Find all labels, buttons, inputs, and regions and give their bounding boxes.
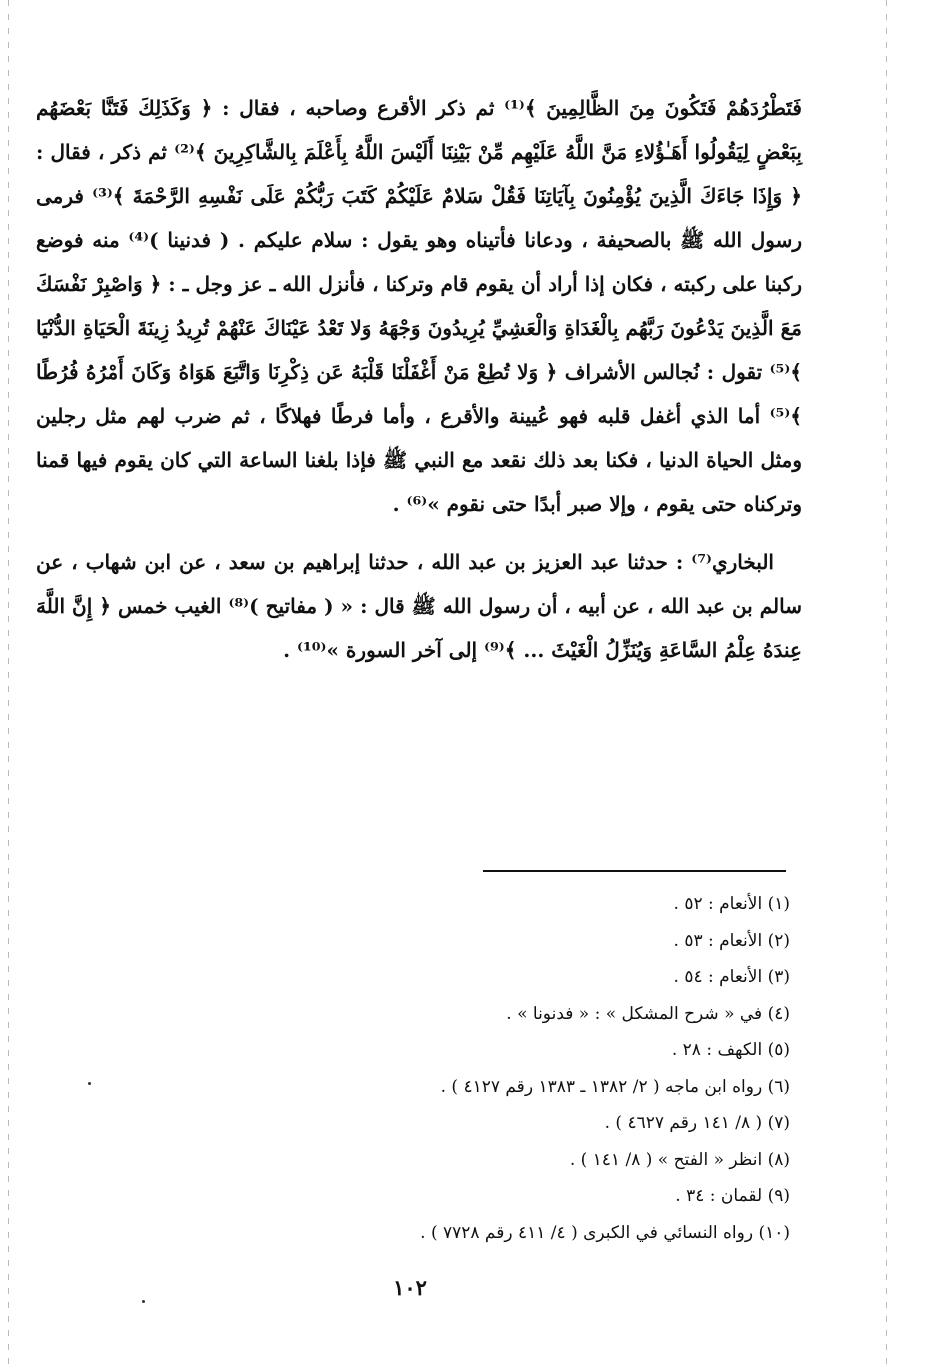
paragraph-hadith-continuation: فَتَطْرُدَهُمْ فَتَكُونَ مِنَ الظَّالِمِينَ ﴾⁽¹⁾ ثم ذكر الأقرع وصاحبه ، فقال : ﴿ وَكَذَلِكَ فَتَنَّا بَعْضَهُم بِبَعْضٍ لِيَقُولُوا أَهَـٰؤُلاءِ مَنَّ اللَّهُ عَلَيْهِم مِّنْ بَيْنِنَا أَلَيْسَ اللَّهُ بِأَعْلَمَ بِالشَّاكِرِينَ ﴾⁽²⁾ ثم ذكر ، فقال : ﴿ وَإِذَا جَاءَكَ الَّذِينَ يُؤْمِنُونَ بِآيَاتِنَا فَقُلْ سَلامٌ عَلَيْكُمْ كَتَبَ رَبُّكُمْ عَلَى نَفْسِهِ الرَّحْمَةَ ﴾⁽³⁾ فرمى رسول الله ﷺ بالصحيفة ، ودعانا فأتيناه وهو يقول : سلام عليكم . ( فدنينا )⁽⁴⁾ منه فوضع ركبنا على ركبته ، فكان إذا أراد أن يقوم قام وتركنا ، فأنزل الله ـ عز وجل ـ : ﴿ وَاصْبِرْ نَفْسَكَ مَعَ الَّذِينَ يَدْعُونَ رَبَّهُم بِالْغَدَاةِ وَالْعَشِيِّ يُرِيدُونَ وَجْهَهُ وَلا تَعْدُ عَيْنَاكَ عَنْهُمْ تُرِيدُ زِينَةَ الْحَيَاةِ الدُّنْيَا ﴾⁽⁵⁾ تقول : نُجالس الأشراف ﴿ وَلا تُطِعْ مَنْ أَغْفَلْنَا قَلْبَهُ عَن ذِكْرِنَا وَاتَّبَعَ هَوَاهُ وَكَانَ أَمْرُهُ فُرُطًا ﴾⁽⁵⁾ أما الذي أغفل قلبه فهو عُيينة والأقرع ، وأما فرطًا فهلاكًا ، ثم ضرب لهم مثل رجلين ومثل الحياة الدنيا ، فكنا بعد ذلك نقعد مع النبي ﷺ فإذا بلغنا الساعة التي كان يقوم فيها قمنا وتركناه حتى يقوم ، وإلا صبر أبدًا حتى نقوم »⁽⁶⁾ . xyxy=(36,96,803,516)
footnotes xyxy=(200,886,790,1251)
footnote-5: (٥) الكهف : ٢٨ . xyxy=(671,1040,790,1060)
footnote-1: (١) الأنعام : ٥٢ . xyxy=(673,894,790,914)
scan-speck xyxy=(142,1300,145,1303)
footnote-6: (٦) رواه ابن ماجه ( ٢/ ١٣٨٢ ـ ١٣٨٣ رقم ٤١٢٧ ) . xyxy=(440,1076,790,1097)
scan-speck xyxy=(88,1082,91,1085)
footnote-3: (٣) الأنعام : ٥٤ . xyxy=(673,967,790,987)
paragraph-bukhari-narration: البخاري⁽⁷⁾ : حدثنا عبد العزيز بن عبد الله ، حدثنا إبراهيم بن سعد ، عن ابن شهاب ، عن سالم بن عبد الله ، عن أبيه ، أن رسول الله ﷺ قال : « ( مفاتيح )⁽⁸⁾ الغيب خمس ﴿ إِنَّ اللَّهَ عِندَهُ عِلْمُ السَّاعَةِ وَيُنَزِّلُ الْغَيْثَ ... ﴾⁽⁹⁾ إلى آخر السورة »⁽¹⁰⁾ . xyxy=(36,550,803,662)
footnote-8: (٨) انظر « الفتح » ( ٨/ ١٤١ ) . xyxy=(569,1149,790,1170)
footnote-2: (٢) الأنعام : ٥٣ . xyxy=(673,930,790,951)
footnote-9: (٩) لقمان : ٣٤ . xyxy=(675,1186,790,1206)
main-text xyxy=(36,86,802,672)
footnote-4: (٤) في « شرح المشكل » : « فدنونا » . xyxy=(506,1003,790,1024)
footnote-10: (١٠) رواه النسائي في الكبرى ( ٤/ ٤١١ رقم ٧٧٢٨ ) . xyxy=(420,1222,790,1243)
scan-edge-right xyxy=(886,0,887,1372)
footnote-7: (٧) ( ٨/ ١٤١ رقم ٤٦٢٧ ) . xyxy=(604,1113,790,1133)
scan-edge-left xyxy=(8,0,9,1372)
footnote-separator xyxy=(483,870,786,872)
page-number: ١٠٢ xyxy=(393,1275,427,1300)
